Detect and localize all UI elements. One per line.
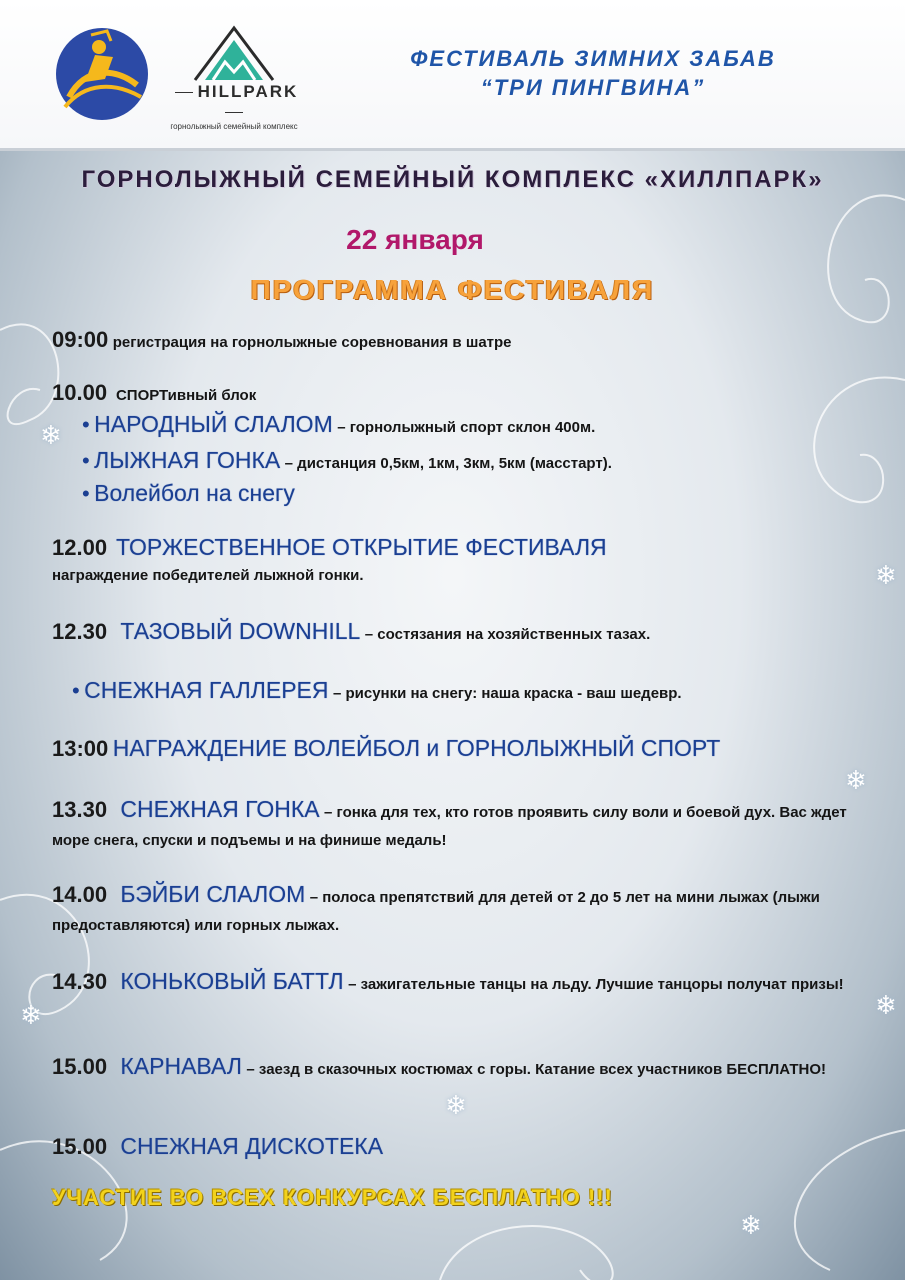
item-description: СПОРТивный блок xyxy=(115,387,257,404)
event-date: 22 января xyxy=(346,224,484,255)
snowflake-icon: ❄ xyxy=(40,420,62,450)
item-description: – рисунки на снегу: наша краска - ваш шедевр. xyxy=(332,685,682,702)
festival-title-line2: “ТРИ ПИНГВИНА” xyxy=(480,75,706,100)
program-item-0900 xyxy=(52,327,512,353)
item-description: – полоса препятствий для детей от 2 до 5 лет на мини лыжах (лыжи предоставляются) или горных лыжах. xyxy=(52,889,820,934)
program-item-1000 xyxy=(52,380,256,406)
bullet-icon: • xyxy=(82,448,90,473)
item-title: СНЕЖНАЯ ГОНКА xyxy=(120,796,320,822)
item-title: ТОРЖЕСТВЕННОЕ ОТКРЫТИЕ ФЕСТИВАЛЯ xyxy=(115,534,607,560)
festival-emblem-logo xyxy=(55,27,150,122)
snowflake-icon: ❄ xyxy=(20,1000,42,1030)
bullet-icon: • xyxy=(82,412,90,437)
program-item-1430 xyxy=(52,967,862,999)
item-time: 12.00 xyxy=(52,535,108,560)
bullet-icon: • xyxy=(72,678,80,703)
program-item-volleyball xyxy=(82,480,295,507)
mountain-icon xyxy=(191,24,277,84)
festival-title-line1: ФЕСТИВАЛЬ ЗИМНИХ ЗАБАВ xyxy=(410,46,776,71)
item-title: ЛЫЖНАЯ ГОНКА xyxy=(94,447,281,473)
snowflake-icon: ❄ xyxy=(845,765,867,795)
item-time: 15.00 xyxy=(52,1134,108,1159)
program-item-1500-carnival xyxy=(52,1052,882,1084)
item-title: КОНЬКОВЫЙ БАТТЛ xyxy=(120,968,344,994)
item-title: НАРОДНЫЙ СЛАЛОМ xyxy=(94,411,333,437)
item-description: – гонка для тех, кто готов проявить силу воли и боевой дух. Вас ждет море снега, спуски и подъемы и на финише медаль! xyxy=(52,804,847,849)
item-time: 13:00 xyxy=(52,736,109,761)
item-title: БЭЙБИ СЛАЛОМ xyxy=(120,881,306,907)
brand-subtitle: горнолыжный семейный комплекс xyxy=(170,122,298,131)
program-item-gallery xyxy=(72,677,682,704)
hillpark-logo xyxy=(158,24,310,131)
item-description: – дистанция 0,5км, 1км, 3км, 5км (масстарт). xyxy=(284,455,612,472)
item-description: – состязания на хозяйственных тазах. xyxy=(364,626,651,643)
item-title: СНЕЖНАЯ ДИСКОТЕКА xyxy=(120,1133,384,1159)
program-item-1200 xyxy=(52,534,607,561)
item-description: – горнолыжный спорт склон 400м. xyxy=(337,419,596,436)
festival-title xyxy=(338,44,848,102)
item-title: СНЕЖНАЯ ГАЛЛЕРЕЯ xyxy=(84,677,329,703)
snowflake-icon: ❄ xyxy=(445,1090,467,1120)
program-item-ski-race xyxy=(82,447,612,474)
program-item-1500-disco xyxy=(52,1133,383,1160)
item-description: регистрация на горнолыжные соревнования в шатре xyxy=(112,334,512,351)
item-title: Волейбол на снегу xyxy=(94,480,295,506)
item-time: 14.30 xyxy=(52,969,108,994)
item-description: – заезд в сказочных костюмах с горы. Катание всех участников БЕСПЛАТНО! xyxy=(246,1061,826,1078)
item-time: 12.30 xyxy=(52,619,108,644)
snowflake-icon: ❄ xyxy=(875,560,897,590)
snowflake-icon: ❄ xyxy=(875,990,897,1020)
program-item-1400 xyxy=(52,880,852,940)
item-title: КАРНАВАЛ xyxy=(120,1053,242,1079)
item-title: ТАЗОВЫЙ DOWNHILL xyxy=(120,618,361,644)
program-item-slalom xyxy=(82,411,595,438)
program-item-1300 xyxy=(52,735,720,762)
item-time: 14.00 xyxy=(52,882,108,907)
venue-title: ГОРНОЛЫЖНЫЙ СЕМЕЙНЫЙ КОМПЛЕКС «ХИЛЛПАРК» xyxy=(81,166,824,193)
program-title: ПРОГРАММА ФЕСТИВАЛЯ xyxy=(250,274,655,305)
snowflake-icon: ❄ xyxy=(740,1210,762,1240)
item-time: 13.30 xyxy=(52,797,108,822)
item-time: 09:00 xyxy=(52,327,109,352)
item-time: 10.00 xyxy=(52,380,108,405)
bullet-icon: • xyxy=(82,481,90,506)
program-item-1230 xyxy=(52,618,650,645)
item-description: награждение победителей лыжной гонки. xyxy=(52,567,364,584)
item-time: 15.00 xyxy=(52,1054,108,1079)
header xyxy=(0,0,905,151)
item-description: – зажигательные танцы на льду. Лучшие танцоры получат призы! xyxy=(348,976,844,993)
program-item-1330 xyxy=(52,795,852,855)
brand-name: HILLPARK xyxy=(158,82,310,122)
footer-free-participation: УЧАСТИЕ ВО ВСЕХ КОНКУРСАХ БЕСПЛАТНО !!! xyxy=(52,1185,613,1210)
item-title: НАГРАЖДЕНИЕ ВОЛЕЙБОЛ и ГОРНОЛЫЖНЫЙ СПОРТ xyxy=(112,735,721,761)
